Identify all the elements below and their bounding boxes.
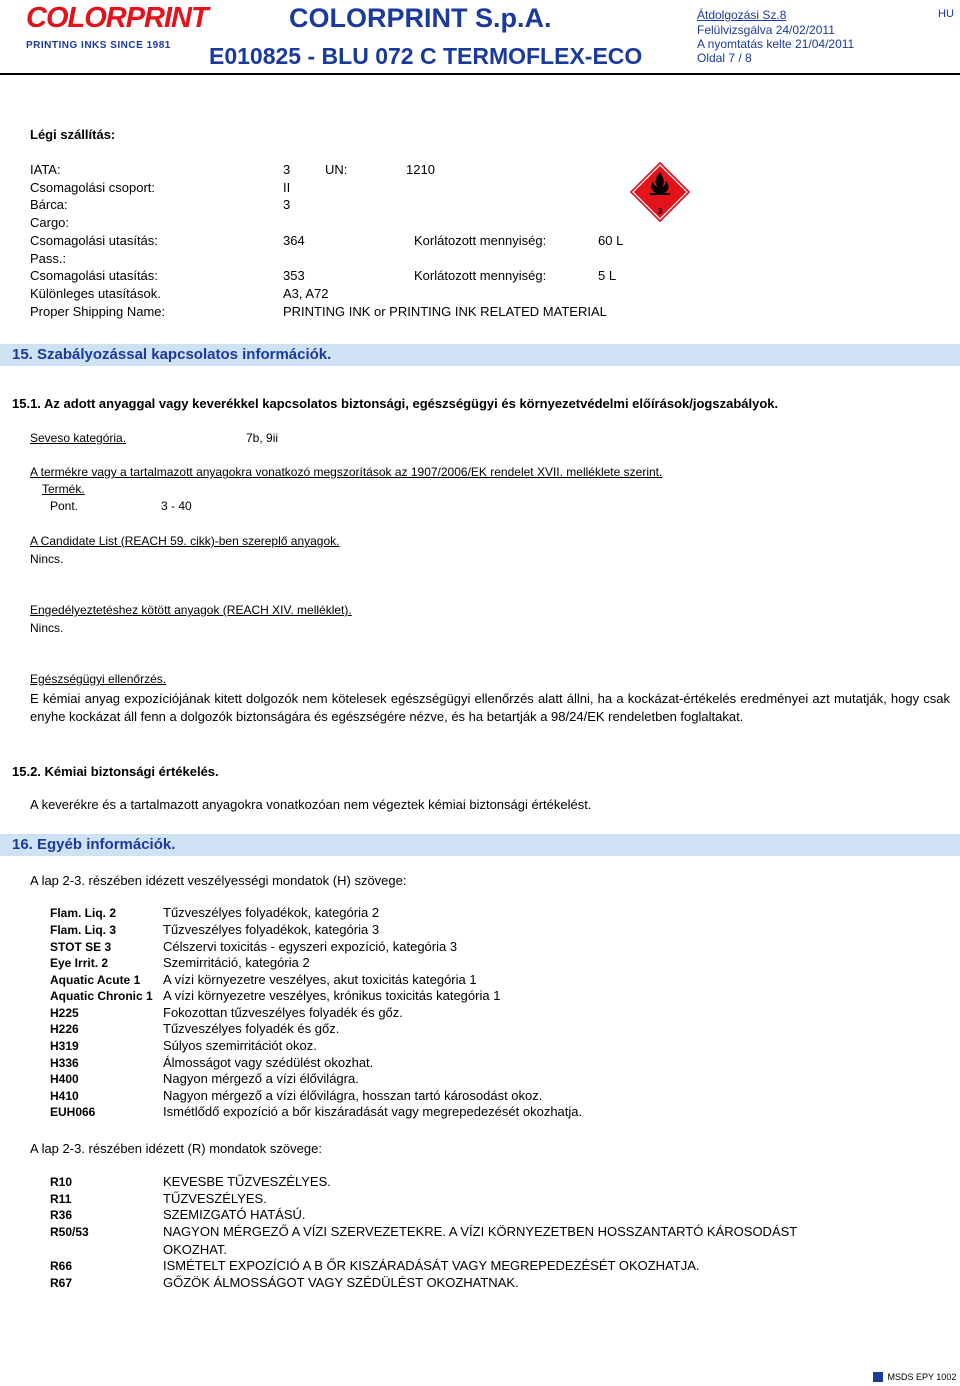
- r-text: NAGYON MÉRGEZŐ A VÍZI SZERVEZETEKRE. A VÍZI KÖRNYEZETBEN HOSSZANTARTÓ KÁROSODÁST: [163, 1224, 798, 1239]
- footer-label: MSDS EPY 1002: [887, 1371, 957, 1382]
- h-text: Tűzveszélyes folyadékok, kategória 2: [163, 905, 380, 920]
- h-code: H336: [50, 1056, 79, 1070]
- r-text: SZEMIZGATÓ HATÁSÚ.: [163, 1207, 306, 1222]
- section-16-title: 16. Egyéb információk.: [12, 836, 176, 853]
- air-extra-value: 60 L: [598, 233, 624, 248]
- point-label: Pont.: [50, 499, 79, 513]
- air-label: Csomagolási utasítás:: [30, 233, 158, 248]
- h-code: H319: [50, 1039, 79, 1053]
- air-value: PRINTING INK or PRINTING INK RELATED MATERIAL: [283, 304, 607, 319]
- h-text: Nagyon mérgező a vízi élővilágra, hosszan tartó károsodást okoz.: [163, 1088, 543, 1103]
- product-name: E010825 - BLU 072 C TERMOFLEX-ECO: [209, 43, 643, 69]
- r-phrases-intro: A lap 2-3. részében idézett (R) mondatok szövege:: [30, 1141, 322, 1156]
- h-code: H400: [50, 1072, 79, 1086]
- section-15-2-title: 15.2. Kémiai biztonsági értékelés.: [12, 764, 219, 779]
- health-surveillance-title: Egészségügyi ellenőrzés.: [30, 672, 167, 686]
- air-value: 3: [283, 197, 291, 212]
- air-label: Bárca:: [30, 197, 68, 212]
- section-16-header: [0, 834, 960, 856]
- review-date: Felülvizsgálva 24/02/2011: [697, 23, 835, 37]
- r-text: GŐZÖK ÁLMOSSÁGOT VAGY SZÉDÜLÉST OKOZHATNAK.: [163, 1275, 519, 1290]
- air-label: IATA:: [30, 162, 61, 177]
- h-code: H226: [50, 1022, 79, 1036]
- r-code: R66: [50, 1259, 73, 1273]
- h-statements-intro: A lap 2-3. részében idézett veszélyességi mondatok (H) szövege:: [30, 873, 407, 888]
- hazard-class-number: 3: [657, 207, 663, 216]
- flammable-hazard-icon: [628, 160, 692, 224]
- h-code: H410: [50, 1089, 79, 1103]
- print-date: A nyomtatás kelte 21/04/2011: [697, 37, 855, 51]
- candidate-list-title: A Candidate List (REACH 59. cikk)-ben szereplő anyagok.: [30, 534, 340, 548]
- h-code: Aquatic Chronic 1: [50, 989, 153, 1003]
- seveso-label: Seveso kategória.: [30, 431, 127, 445]
- revision-number: Átdolgozási Sz.8: [697, 8, 787, 22]
- language-code: HU: [938, 8, 954, 20]
- r-text: ISMÉTELT EXPOZÍCIÓ A B ŐR KISZÁRADÁSÁT VAGY MEGREPEDEZÉSÉT OKOZHATJA.: [163, 1258, 700, 1273]
- h-code: Eye Irrit. 2: [50, 956, 109, 970]
- section-15-header: [0, 344, 960, 366]
- authorisation-value: Nincs.: [30, 621, 64, 635]
- r-text-continued: OKOZHAT.: [163, 1242, 228, 1257]
- h-code: EUH066: [50, 1105, 96, 1119]
- health-surveillance-text: E kémiai anyag expozíciójának kitett dolgozók nem kötelesek egészségügyi ellenőrzés alatt állni, ha a kockázat-értékelés eredményei azt mutatják, hogy csak enyhe kockázat áll fenn a dolgozók biztonságára és egészségére nézve, és ha betartják a 98/24/EK rendeletben foglaltakat.: [30, 691, 950, 724]
- air-label: Különleges utasítások.: [30, 286, 161, 301]
- h-text: Ismétlődő expozíció a bőr kiszáradását vagy megrepedezését okozhatja.: [163, 1104, 583, 1119]
- section-15-2-text: A keverékre és a tartalmazott anyagokra vonatkozóan nem végeztek kémiai biztonsági értékelést.: [30, 797, 592, 812]
- section-15-title: 15. Szabályozással kapcsolatos információk.: [12, 346, 332, 363]
- h-code: STOT SE 3: [50, 940, 112, 954]
- h-code: Flam. Liq. 3: [50, 923, 117, 937]
- air-extra-label: Korlátozott mennyiség:: [414, 268, 547, 283]
- h-text: Súlyos szemirritációt okoz.: [163, 1038, 317, 1053]
- footer: [873, 1368, 956, 1386]
- footer-logo-icon: [873, 1372, 883, 1382]
- air-value: A3, A72: [283, 286, 329, 301]
- h-text: Szemirritáció, kategória 2: [163, 955, 310, 970]
- air-value: 364: [283, 233, 305, 248]
- air-transport-title: Légi szállítás:: [30, 127, 116, 142]
- seveso-value: 7b, 9ii: [246, 431, 279, 445]
- candidate-list-value: Nincs.: [30, 552, 64, 566]
- h-code: H225: [50, 1006, 79, 1020]
- h-text: Fokozottan tűzveszélyes folyadék és gőz.: [163, 1005, 403, 1020]
- air-label: Cargo:: [30, 215, 70, 230]
- h-text: Tűzveszélyes folyadékok, kategória 3: [163, 922, 380, 937]
- air-extra-label: Korlátozott mennyiség:: [414, 233, 547, 248]
- page-number: Oldal 7 / 8: [697, 51, 752, 65]
- air-label: Csomagolási csoport:: [30, 180, 155, 195]
- air-value: 3: [283, 162, 291, 177]
- authorisation-title: Engedélyeztetéshez kötött anyagok (REACH XIV. melléklet).: [30, 603, 352, 617]
- r-text: KEVESBE TŰZVESZÉLYES.: [163, 1174, 331, 1189]
- air-label: Csomagolási utasítás:: [30, 268, 158, 283]
- r-code: R36: [50, 1208, 73, 1222]
- air-extra-value: 1210: [406, 162, 435, 177]
- h-text: A vízi környezetre veszélyes, akut toxicitás kategória 1: [163, 972, 477, 987]
- logo: [26, 2, 208, 35]
- section-15-1-title: 15.1. Az adott anyaggal vagy keverékkel kapcsolatos biztonsági, egészségügyi és környezetvédelmi előírások/jogszabályok.: [12, 396, 779, 411]
- air-label: Proper Shipping Name:: [30, 304, 166, 319]
- air-label: Pass.:: [30, 251, 67, 266]
- r-code: R67: [50, 1276, 73, 1290]
- air-value: II: [283, 180, 291, 195]
- air-value: 353: [283, 268, 305, 283]
- h-text: Álmosságot vagy szédülést okozhat.: [163, 1055, 374, 1070]
- h-text: Tűzveszélyes folyadék és gőz.: [163, 1021, 340, 1036]
- header-rule: [0, 73, 960, 75]
- product-label: Termék.: [42, 482, 85, 496]
- h-text: A vízi környezetre veszélyes, krónikus toxicitás kategória 1: [163, 988, 501, 1003]
- h-text: Célszervi toxicitás - egyszeri expozíció, kategória 3: [163, 939, 458, 954]
- r-code: R11: [50, 1192, 72, 1206]
- point-value: 3 - 40: [161, 499, 192, 513]
- company-name: COLORPRINT S.p.A.: [289, 3, 552, 33]
- air-extra-value: 5 L: [598, 268, 617, 283]
- air-extra-label: UN:: [325, 162, 348, 177]
- logo-text: COLORPRINT: [26, 2, 208, 34]
- h-text: Nagyon mérgező a vízi élővilágra.: [163, 1071, 359, 1086]
- r-text: TŰZVESZÉLYES.: [163, 1191, 267, 1206]
- h-code: Aquatic Acute 1: [50, 973, 141, 987]
- restrictions-title: A termékre vagy a tartalmazott anyagokra vonatkozó megszorítások az 1907/2006/EK rendelet XVII. melléklete szerint.: [30, 465, 663, 479]
- r-code: R50/53: [50, 1225, 89, 1239]
- h-code: Flam. Liq. 2: [50, 906, 117, 920]
- r-code: R10: [50, 1175, 73, 1189]
- logo-subtitle: PRINTING INKS SINCE 1981: [26, 40, 171, 51]
